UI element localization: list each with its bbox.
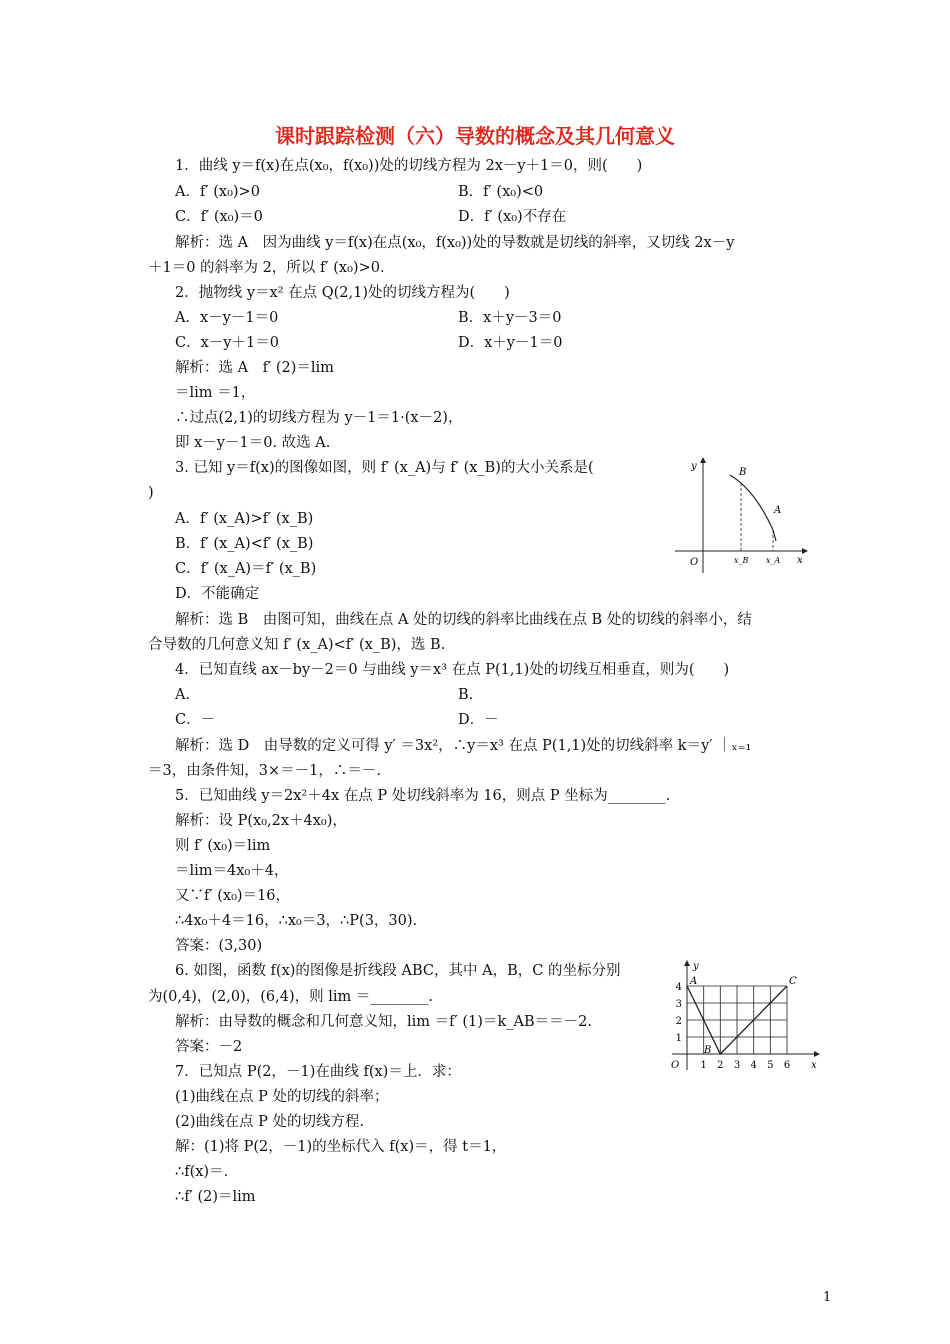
q4-option-a: A. — [175, 687, 191, 703]
q2-option-d: D．x＋y－1＝0 — [458, 335, 563, 351]
q6-fig-xtick: 5 — [767, 1060, 774, 1071]
q2-option-c: C．x－y＋1＝0 — [175, 335, 279, 351]
q3-solution-line1: 解析：选 B 由图可知，曲线在点 A 处的切线的斜率比曲线在点 B 处的切线的斜率小，结 — [175, 612, 752, 628]
q4-option-d: D．－ — [458, 712, 499, 728]
q7-solution-line3: ∴f′ (2)＝lim — [175, 1189, 256, 1205]
q7-part2: (2)曲线在点 P 处的切线方程. — [175, 1114, 365, 1130]
q3-option-a: A．f′ (x_A)>f′ (x_B) — [175, 511, 314, 527]
q3-stem-line2: ) — [148, 485, 154, 501]
q3-fig-origin: O — [690, 557, 699, 568]
q3-fig-point-a: A — [774, 505, 782, 516]
q6-fig-xtick: 4 — [750, 1060, 757, 1071]
q1-stem: 1．曲线 y＝f(x)在点(x₀，f(x₀))处的切线方程为 2x－y＋1＝0，则( ) — [175, 158, 643, 174]
q6-fig-xtick: 6 — [783, 1060, 791, 1071]
q6-fig-origin: O — [671, 1060, 680, 1071]
q4-solution-line2: ＝3，由条件知，3×＝－1，∴＝－. — [148, 763, 381, 779]
q6-stem-line2: 为(0,4)，(2,0)，(6,4)，则 lim ＝________. — [148, 989, 433, 1005]
q6-figure — [660, 958, 822, 1078]
q2-option-b: B．x＋y－3＝0 — [458, 310, 562, 326]
q6-fig-ytick: 4 — [675, 982, 682, 993]
q3-solution-line2: 合导数的几何意义知 f′ (x_A)<f′ (x_B)，选 B. — [148, 637, 446, 653]
q6-fig-y-label: y — [693, 961, 699, 972]
q6-answer: 答案：－2 — [175, 1039, 243, 1055]
q2-option-a: A．x－y－1＝0 — [175, 310, 279, 326]
q6-fig-x-label: x — [811, 1060, 817, 1071]
q5-solution-line4: 又∵f′ (x₀)＝16， — [175, 888, 291, 904]
q7-part1: (1)曲线在点 P 处的切线的斜率； — [175, 1089, 389, 1105]
q6-fig-xtick: 1 — [700, 1060, 707, 1071]
q6-fig-xtick: 2 — [717, 1060, 724, 1071]
q7-stem: 7．已知点 P(2，－1)在曲线 f(x)＝上．求： — [175, 1064, 461, 1080]
q4-solution-line1: 解析：选 D 由导数的定义可得 y′ ＝3x²，∴y＝x³ 在点 P(1,1)处的切线斜率 k＝y′ ｜ₓ₌₁ — [175, 738, 752, 754]
page-title: 课时跟踪检测（六）导数的概念及其几何意义 — [275, 124, 675, 148]
q6-stem-line1: 6. 如图，函数 f(x)的图像是折线段 ABC，其中 A，B，C 的坐标分别 — [175, 963, 621, 979]
q6-fig-ytick: 1 — [675, 1033, 682, 1044]
q1-option-b: B．f′ (x₀)<0 — [458, 184, 544, 200]
q5-solution-line3: ＝lim＝4x₀＋4， — [175, 863, 289, 879]
q3-option-b: B．f′ (x_A)<f′ (x_B) — [175, 536, 314, 552]
q3-fig-xb-label: x_B — [734, 556, 749, 565]
q6-fig-xtick: 3 — [733, 1060, 741, 1071]
q4-option-c: C．－ — [175, 712, 216, 728]
q3-figure — [670, 455, 810, 575]
q6-fig-ytick: 2 — [675, 1016, 682, 1027]
q4-option-b: B. — [458, 687, 474, 703]
q2-stem: 2．抛物线 y＝x² 在点 Q(2,1)处的切线方程为( ) — [175, 285, 510, 301]
q3-option-d: D．不能确定 — [175, 586, 260, 602]
q3-stem-line1: 3. 已知 y＝f(x)的图像如图，则 f′ (x_A)与 f′ (x_B)的大小关系是( — [175, 460, 594, 476]
q6-solution: 解析：由导数的概念和几何意义知，lim ＝f′ (1)＝k_AB＝＝－2. — [175, 1014, 592, 1030]
q1-option-a: A．f′ (x₀)>0 — [175, 184, 260, 200]
q3-option-c: C．f′ (x_A)＝f′ (x_B) — [175, 561, 317, 577]
q6-fig-point-b: B — [704, 1045, 712, 1056]
q1-solution-line1: 解析：选 A 因为曲线 y＝f(x)在点(x₀，f(x₀))处的导数就是切线的斜率，又切线 2x－y — [175, 235, 735, 251]
q5-answer: 答案：(3,30) — [175, 938, 263, 954]
q2-solution-line3: ∴过点(2,1)的切线方程为 y－1＝1·(x－2)， — [175, 410, 463, 426]
q5-solution-line5: ∴4x₀＋4＝16，∴x₀＝3，∴P(3，30). — [175, 913, 418, 929]
q2-solution-line4: 即 x－y－1＝0. 故选 A. — [175, 435, 331, 451]
page-number: 1 — [823, 1290, 832, 1305]
q1-option-c: C．f′ (x₀)＝0 — [175, 209, 263, 225]
q2-solution-line1: 解析：选 A f′ (2)＝lim — [175, 360, 334, 376]
q2-solution-line2: ＝lim ＝1， — [175, 385, 256, 401]
q3-fig-x-label: x — [797, 555, 803, 566]
q6-fig-ytick: 3 — [675, 999, 682, 1010]
q7-solution-line2: ∴f(x)＝. — [175, 1164, 229, 1180]
q7-solution-line1: 解：(1)将 P(2，－1)的坐标代入 f(x)＝，得 t＝1， — [175, 1139, 507, 1155]
q6-fig-point-a: A — [690, 976, 698, 987]
q1-option-d: D．f′ (x₀)不存在 — [458, 209, 567, 225]
q3-fig-y-label: y — [691, 461, 697, 472]
q5-solution-line2: 则 f′ (x₀)＝lim — [175, 838, 271, 854]
q3-fig-point-b: B — [739, 467, 747, 478]
q5-solution-line1: 解析：设 P(x₀,2x＋4x₀)， — [175, 813, 347, 829]
q6-fig-point-c: C — [789, 976, 797, 987]
q5-stem: 5．已知曲线 y＝2x²＋4x 在点 P 处切线斜率为 16，则点 P 坐标为________. — [175, 788, 671, 804]
q3-fig-xa-label: x_A — [766, 556, 781, 565]
q1-solution-line2: ＋1＝0 的斜率为 2，所以 f′ (x₀)>0. — [148, 260, 385, 276]
q4-stem: 4．已知直线 ax－by－2＝0 与曲线 y＝x³ 在点 P(1,1)处的切线互相垂直，则为( ) — [175, 662, 730, 678]
